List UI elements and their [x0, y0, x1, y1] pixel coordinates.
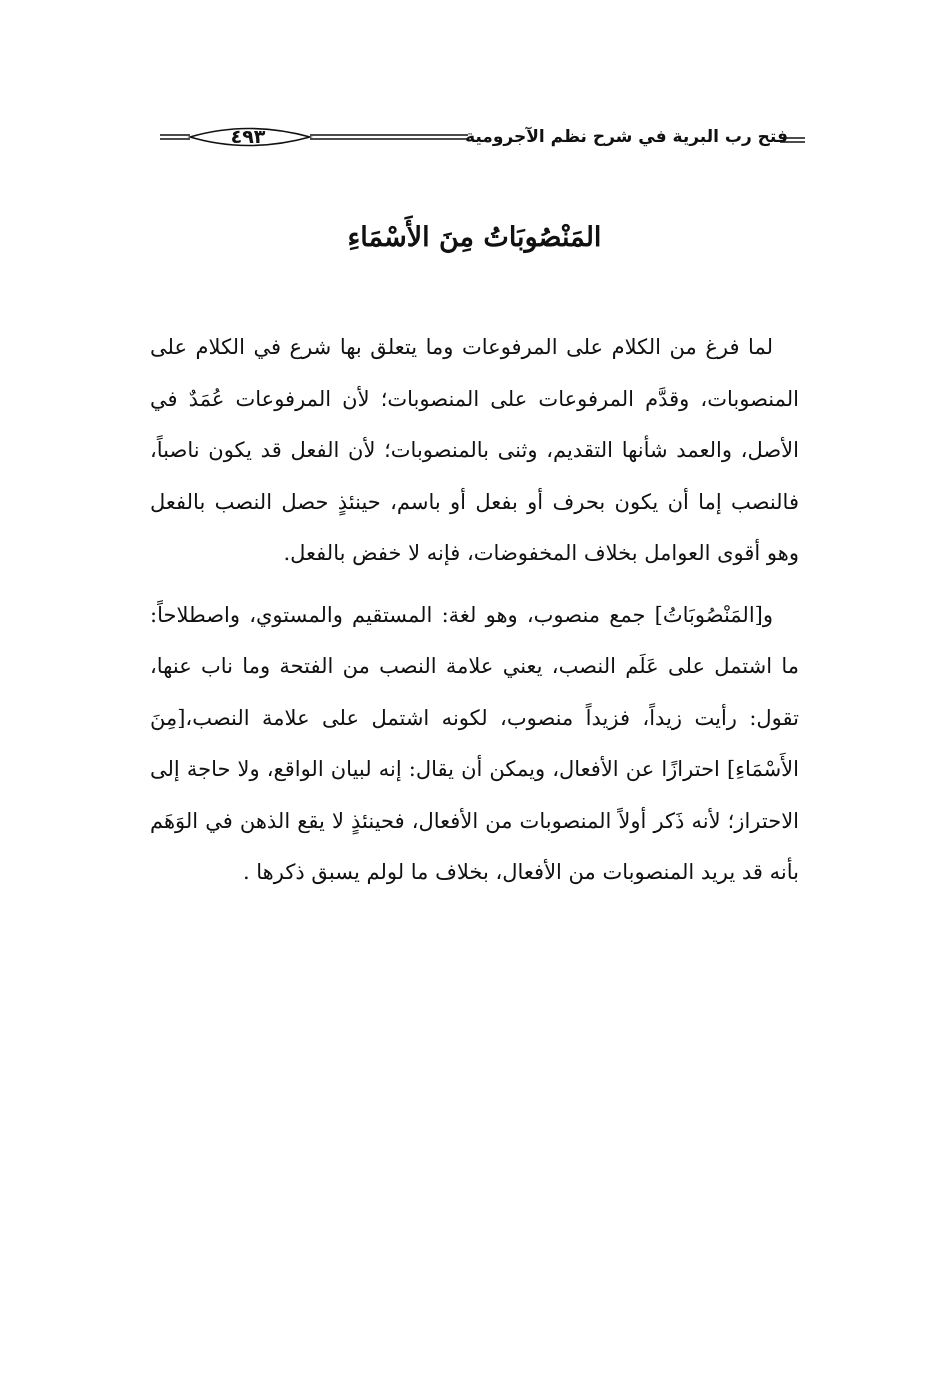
paragraph: لما فرغ من الكلام على المرفوعات وما يتعلق بها شرع في الكلام على المنصوبات، وقدَّم المرفوعات على المنصوبات؛ لأن المرفوعات عُمَدٌ في الأصل، والعمد شأنها التقديم، وثنى بالمنصوبات؛ لأن الفعل قد يكون ناصباً، فالنصب إما أن يكون بحرف أو بفعل أو باسم، حينئذٍ حصل النصب بالفعل وهو أقوى العوامل بخلاف المخفوضات، فإنه لا خفض بالفعل.: [150, 335, 799, 565]
running-title: فتح رب البرية في شرح نظم الآجرومية: [465, 127, 788, 147]
chapter-title: المَنْصُوبَاتُ مِنَ الأَسْمَاءِ: [347, 222, 602, 253]
page-header: [150, 118, 810, 158]
page-number: ٤٩٣: [230, 126, 266, 148]
body-text: [150, 322, 799, 899]
paragraph: و[المَنْصُوبَاتُ] جمع منصوب، وهو لغة: المستقيم والمستوي، واصطلاحاً: ما اشتمل على عَلَم النصب، يعني علامة النصب من الفتحة وما ناب عنها، تقول: رأيت زيداً، فزيداً منصوب، لكونه اشتمل على علامة النصب،[مِنَ الأَسْمَاءِ] احترازًا عن الأفعال، ويمكن أن يقال: إنه لبيان الواقع، ولا حاجة إلى الاحتراز؛ لأنه ذَكر أولاً المنصوبات من الأفعال، فحينئذٍ لا يقع الذهن في الوَهَم بأنه قد يريد المنصوبات من الأفعال، بخلاف ما لولم يسبق ذكرها .: [150, 602, 799, 884]
